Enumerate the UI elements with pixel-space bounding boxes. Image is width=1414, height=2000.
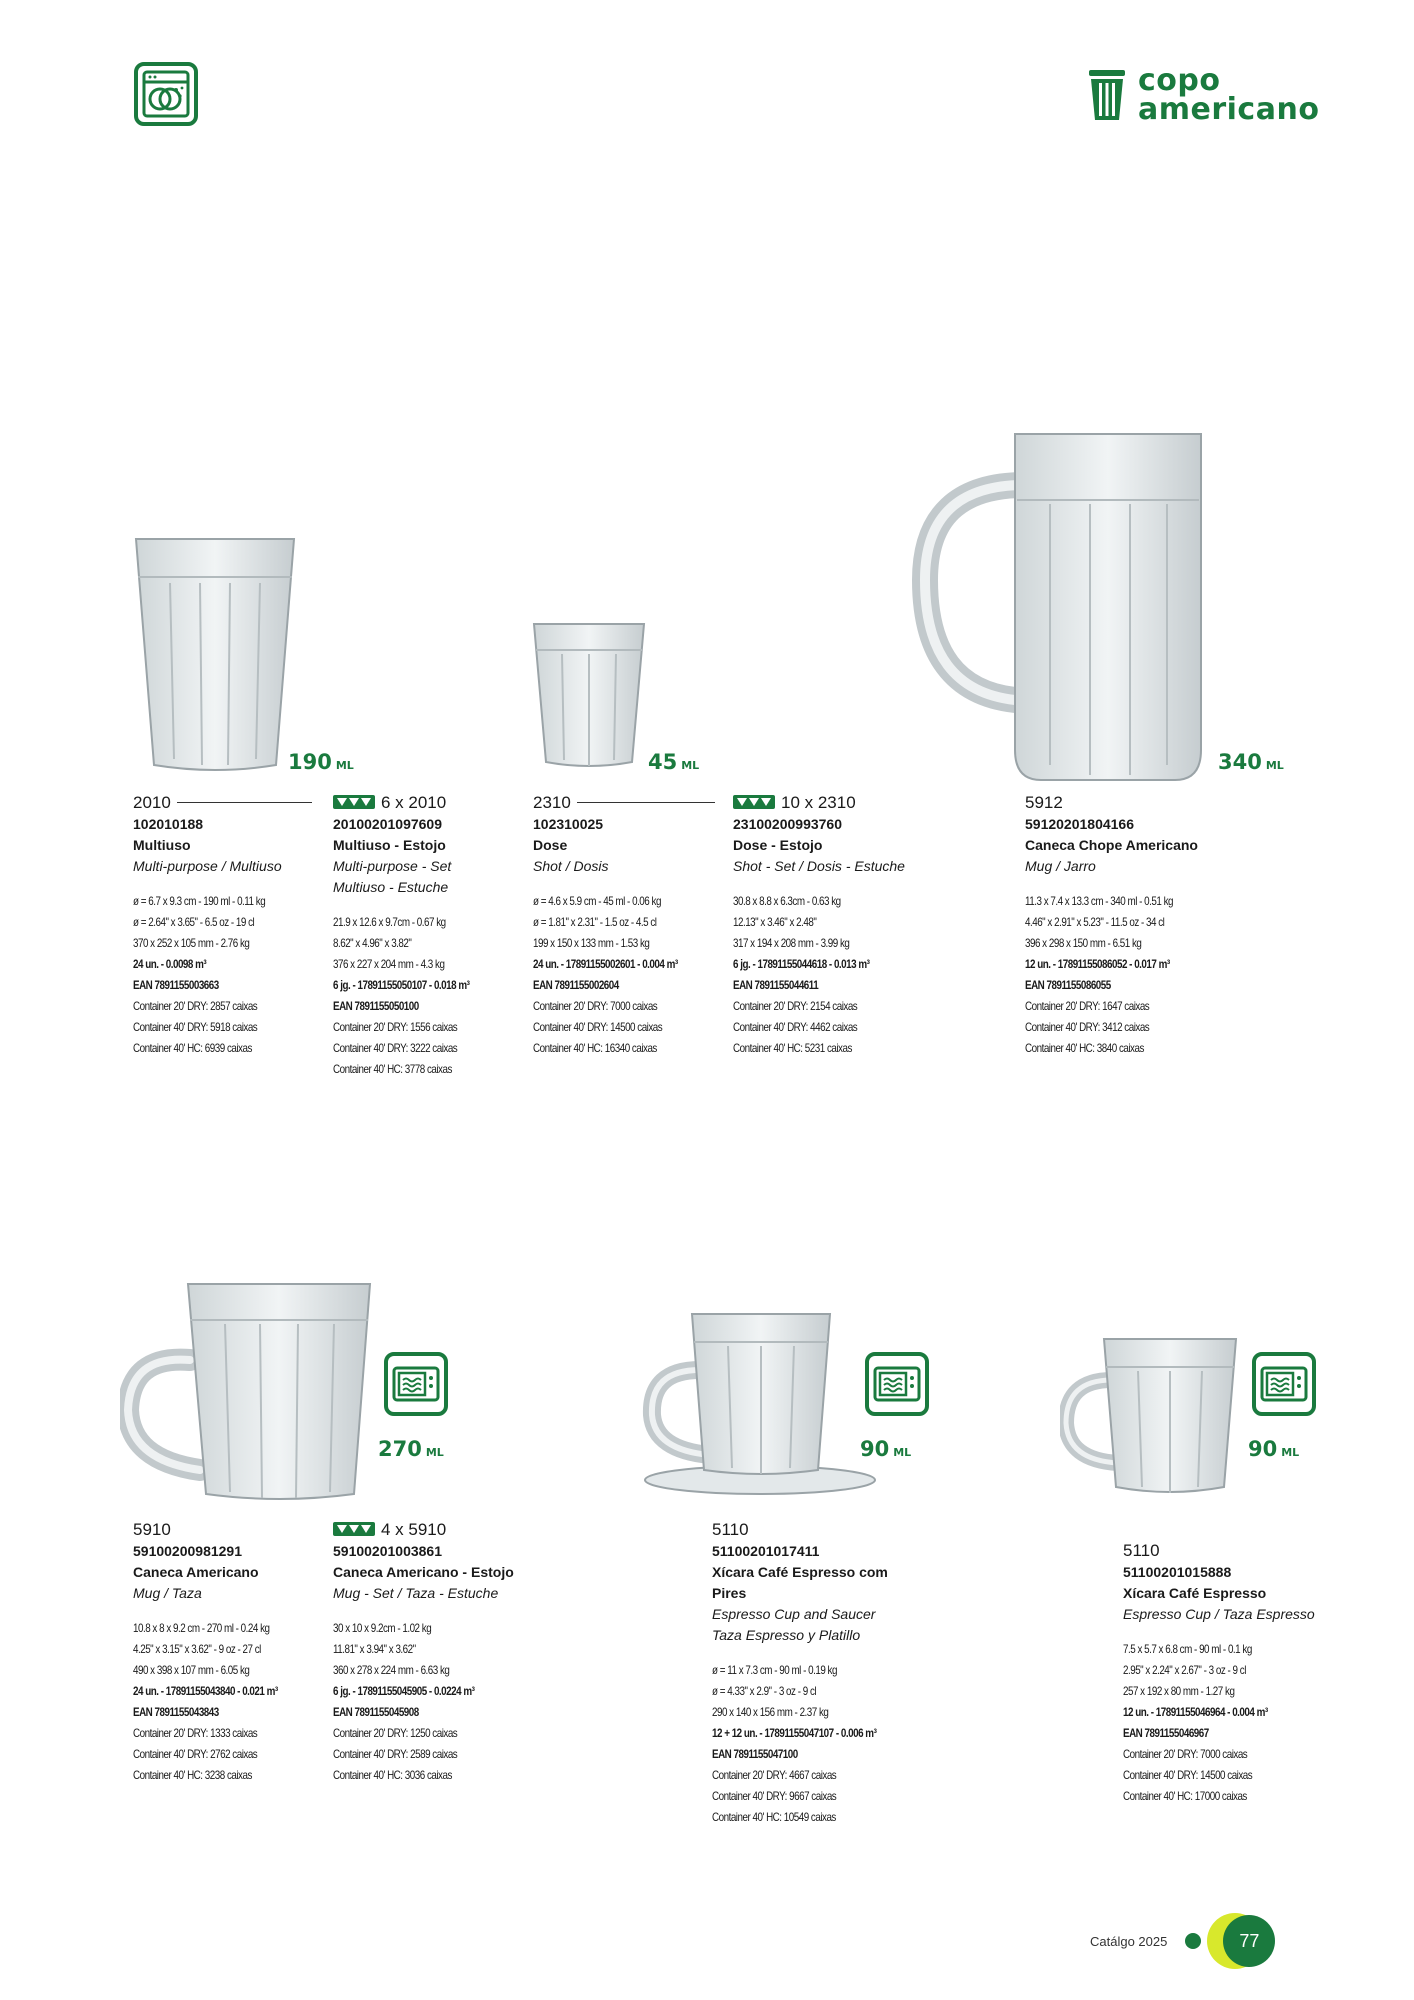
product-subtitle: Mug - Set / Taza - Estuche bbox=[333, 1585, 499, 1601]
microwave-safe-icon bbox=[384, 1352, 448, 1416]
set-pack-icon bbox=[333, 795, 375, 809]
product-subtitle: Espresso Cup and Saucer bbox=[712, 1606, 876, 1622]
product-subtitle: Mug / Jarro bbox=[1025, 858, 1096, 874]
product-image-caneca-americano bbox=[120, 1280, 375, 1505]
product-ref: 10 x 2310 bbox=[733, 790, 933, 814]
brand-logo bbox=[1088, 63, 1320, 127]
product-card-5910 bbox=[133, 1517, 323, 1786]
product-name: Dose - Estojo bbox=[733, 837, 823, 853]
product-specs: 30.8 x 8.8 x 6.3cm - 0.63 kg 12.13" x 3.46" x 2.48" 317 x 194 x 208 mm - 3.99 kg 6 jg. - 17891155044618 - 0.013 m³ EAN 7891155044611 Container 20' DRY: 2154 caixas Container 40' DRY: 4462 caixas Container 40' HC: 5231 caixas bbox=[733, 894, 870, 1055]
page-footer bbox=[1090, 1913, 1277, 1969]
volume-label: 45 ML bbox=[648, 750, 700, 774]
volume-label: 90 ML bbox=[1248, 1437, 1300, 1461]
product-card-5110-espresso bbox=[1123, 1538, 1343, 1807]
product-subtitle: Shot / Dosis bbox=[533, 858, 609, 874]
product-sku: 102010188 bbox=[133, 816, 204, 832]
page-number: 77 bbox=[1223, 1915, 1275, 1967]
product-specs: ø = 4.6 x 5.9 cm - 45 ml - 0.06 kg ø = 1.81" x 2.31" - 1.5 oz - 4.5 cl 199 x 150 x 133 mm - 1.53 kg 24 un. - 17891155002601 - 0.004 m³ EAN 7891155002604 Container 20' DRY: 7000 caixas Container 40' DRY: 14500 caixas Container 40' HC: 16340 caixas bbox=[533, 894, 678, 1055]
set-pack-icon bbox=[333, 1522, 375, 1536]
product-card-2010 bbox=[133, 790, 323, 1059]
product-card-6x2010 bbox=[333, 790, 523, 1080]
product-card-5912 bbox=[1025, 790, 1245, 1059]
product-specs: 21.9 x 12.6 x 9.7cm - 0.67 kg 8.62" x 4.96" x 3.82" 376 x 227 x 204 mm - 4.3 kg 6 jg. - 17891155050107 - 0.018 m³ EAN 7891155050100 Container 20' DRY: 1556 caixas Container 40' DRY: 3222 caixas Container 40' HC: 3778 caixas bbox=[333, 915, 470, 1076]
volume-label: 190 ML bbox=[288, 750, 354, 774]
brand-name: copo americano bbox=[1138, 63, 1320, 127]
product-subtitle: Taza Espresso y Platillo bbox=[712, 1627, 861, 1643]
product-sku: 102310025 bbox=[533, 816, 604, 832]
product-name: Multiuso bbox=[133, 837, 191, 853]
product-image-dose bbox=[530, 620, 648, 770]
product-ref: 5912 bbox=[1025, 792, 1063, 812]
page-number-badge bbox=[1207, 1913, 1277, 1969]
product-subtitle: Multiuso - Estuche bbox=[333, 879, 449, 895]
product-specs: ø = 11 x 7.3 cm - 90 ml - 0.19 kg ø = 4.33" x 2.9" - 3 oz - 9 cl 290 x 140 x 156 mm - 2.37 kg 12 + 12 un. - 17891155047107 - 0.006 m³ EAN 7891155047100 Container 20' DRY: 4667 caixas Container 40' DRY: 9667 caixas Container 40' HC: 10549 caixas bbox=[712, 1663, 877, 1824]
set-pack-icon bbox=[733, 795, 775, 809]
product-specs: 7.5 x 5.7 x 6.8 cm - 90 ml - 0.1 kg 2.95" x 2.24" x 2.67" - 3 oz - 9 cl 257 x 192 x 80 mm - 1.27 kg 12 un. - 17891155046964 - 0.004 m³ EAN 7891155046967 Container 20' DRY: 7000 caixas Container 40' DRY: 14500 caixas Container 40' HC: 17000 caixas bbox=[1123, 1642, 1268, 1803]
product-sku: 51100201015888 bbox=[1123, 1564, 1232, 1580]
product-card-10x2310 bbox=[733, 790, 933, 1059]
product-name: Caneca Americano - Estojo bbox=[333, 1564, 514, 1580]
glass-logo-icon bbox=[1088, 69, 1126, 121]
product-specs: 11.3 x 7.4 x 13.3 cm - 340 ml - 0.51 kg 4.46" x 2.91" x 5.23" - 11.5 oz - 34 cl 396 x 298 x 150 mm - 6.51 kg 12 un. - 17891155086052 - 0.017 m³ EAN 7891155086055 Container 20' DRY: 1647 caixas Container 40' DRY: 3412 caixas Container 40' HC: 3840 caixas bbox=[1025, 894, 1173, 1055]
product-name: Caneca Chope Americano bbox=[1025, 837, 1198, 853]
product-ref: 2010 bbox=[133, 790, 323, 814]
product-ref: 5110 bbox=[712, 1519, 749, 1539]
volume-label: 340 ML bbox=[1218, 750, 1284, 774]
product-name: Multiuso - Estojo bbox=[333, 837, 446, 853]
product-card-5110-pires bbox=[712, 1517, 932, 1828]
product-sku: 51100201017411 bbox=[712, 1543, 820, 1559]
microwave-safe-icon bbox=[1252, 1352, 1316, 1416]
product-ref: 2310 bbox=[533, 790, 723, 814]
product-card-2310 bbox=[533, 790, 723, 1059]
product-sku: 20100201097609 bbox=[333, 816, 443, 832]
product-sku: 23100200993760 bbox=[733, 816, 843, 832]
product-sku: 59120201804166 bbox=[1025, 816, 1135, 832]
volume-label: 90 ML bbox=[860, 1437, 912, 1461]
product-ref: 5110 bbox=[1123, 1540, 1160, 1560]
product-ref: 6 x 2010 bbox=[333, 790, 523, 814]
product-specs: ø = 6.7 x 9.3 cm - 190 ml - 0.11 kg ø = 2.64" x 3.65" - 6.5 oz - 19 cl 370 x 252 x 105 mm - 2.76 kg 24 un. - 0.0098 m³ EAN 7891155003663 Container 20' DRY: 2857 caixas Container 40' DRY: 5918 caixas Container 40' HC: 6939 caixas bbox=[133, 894, 266, 1055]
product-image-caneca-chope bbox=[905, 430, 1205, 785]
product-sku: 59100201003861 bbox=[333, 1543, 443, 1559]
product-image-multiuso bbox=[130, 535, 300, 775]
volume-label: 270 ML bbox=[378, 1437, 444, 1461]
product-specs: 10.8 x 8 x 9.2 cm - 270 ml - 0.24 kg 4.25" x 3.15" x 3.62" - 9 oz - 27 cl 490 x 398 x 107 mm - 6.05 kg 24 un. - 17891155043840 - 0.021 m³ EAN 7891155043843 Container 20' DRY: 1333 caixas Container 40' DRY: 2762 caixas Container 40' HC: 3238 caixas bbox=[133, 1621, 278, 1782]
product-ref: 4 x 5910 bbox=[333, 1517, 533, 1541]
product-sku: 59100200981291 bbox=[133, 1543, 243, 1559]
product-specs: 30 x 10 x 9.2cm - 1.02 kg 11.81" x 3.94" x 3.62" 360 x 278 x 224 mm - 6.63 kg 6 jg. - 17891155045905 - 0.0224 m³ EAN 7891155045908 Container 20' DRY: 1250 caixas Container 40' DRY: 2589 caixas Container 40' HC: 3036 caixas bbox=[333, 1621, 475, 1782]
product-subtitle: Shot - Set / Dosis - Estuche bbox=[733, 858, 905, 874]
product-image-xicara-pires bbox=[640, 1310, 880, 1500]
product-subtitle: Multi-purpose - Set bbox=[333, 858, 452, 874]
microwave-safe-icon bbox=[865, 1352, 929, 1416]
catalog-label: Catálgo 2025 bbox=[1090, 1933, 1168, 1949]
product-card-4x5910 bbox=[333, 1517, 533, 1786]
product-subtitle: Espresso Cup / Taza Espresso bbox=[1123, 1606, 1315, 1622]
product-subtitle: Mug / Taza bbox=[133, 1585, 202, 1601]
product-name: Pires bbox=[712, 1585, 747, 1601]
footer-dot bbox=[1185, 1933, 1201, 1949]
dishwasher-safe-icon bbox=[134, 62, 198, 126]
product-ref: 5910 bbox=[133, 1519, 171, 1539]
product-subtitle: Multi-purpose / Multiuso bbox=[133, 858, 282, 874]
product-image-xicara-espresso bbox=[1060, 1335, 1240, 1500]
product-name: Dose bbox=[533, 837, 568, 853]
product-name: Caneca Americano bbox=[133, 1564, 259, 1580]
product-name: Xícara Café Espresso com bbox=[712, 1564, 888, 1580]
product-name: Xícara Café Espresso bbox=[1123, 1585, 1267, 1601]
